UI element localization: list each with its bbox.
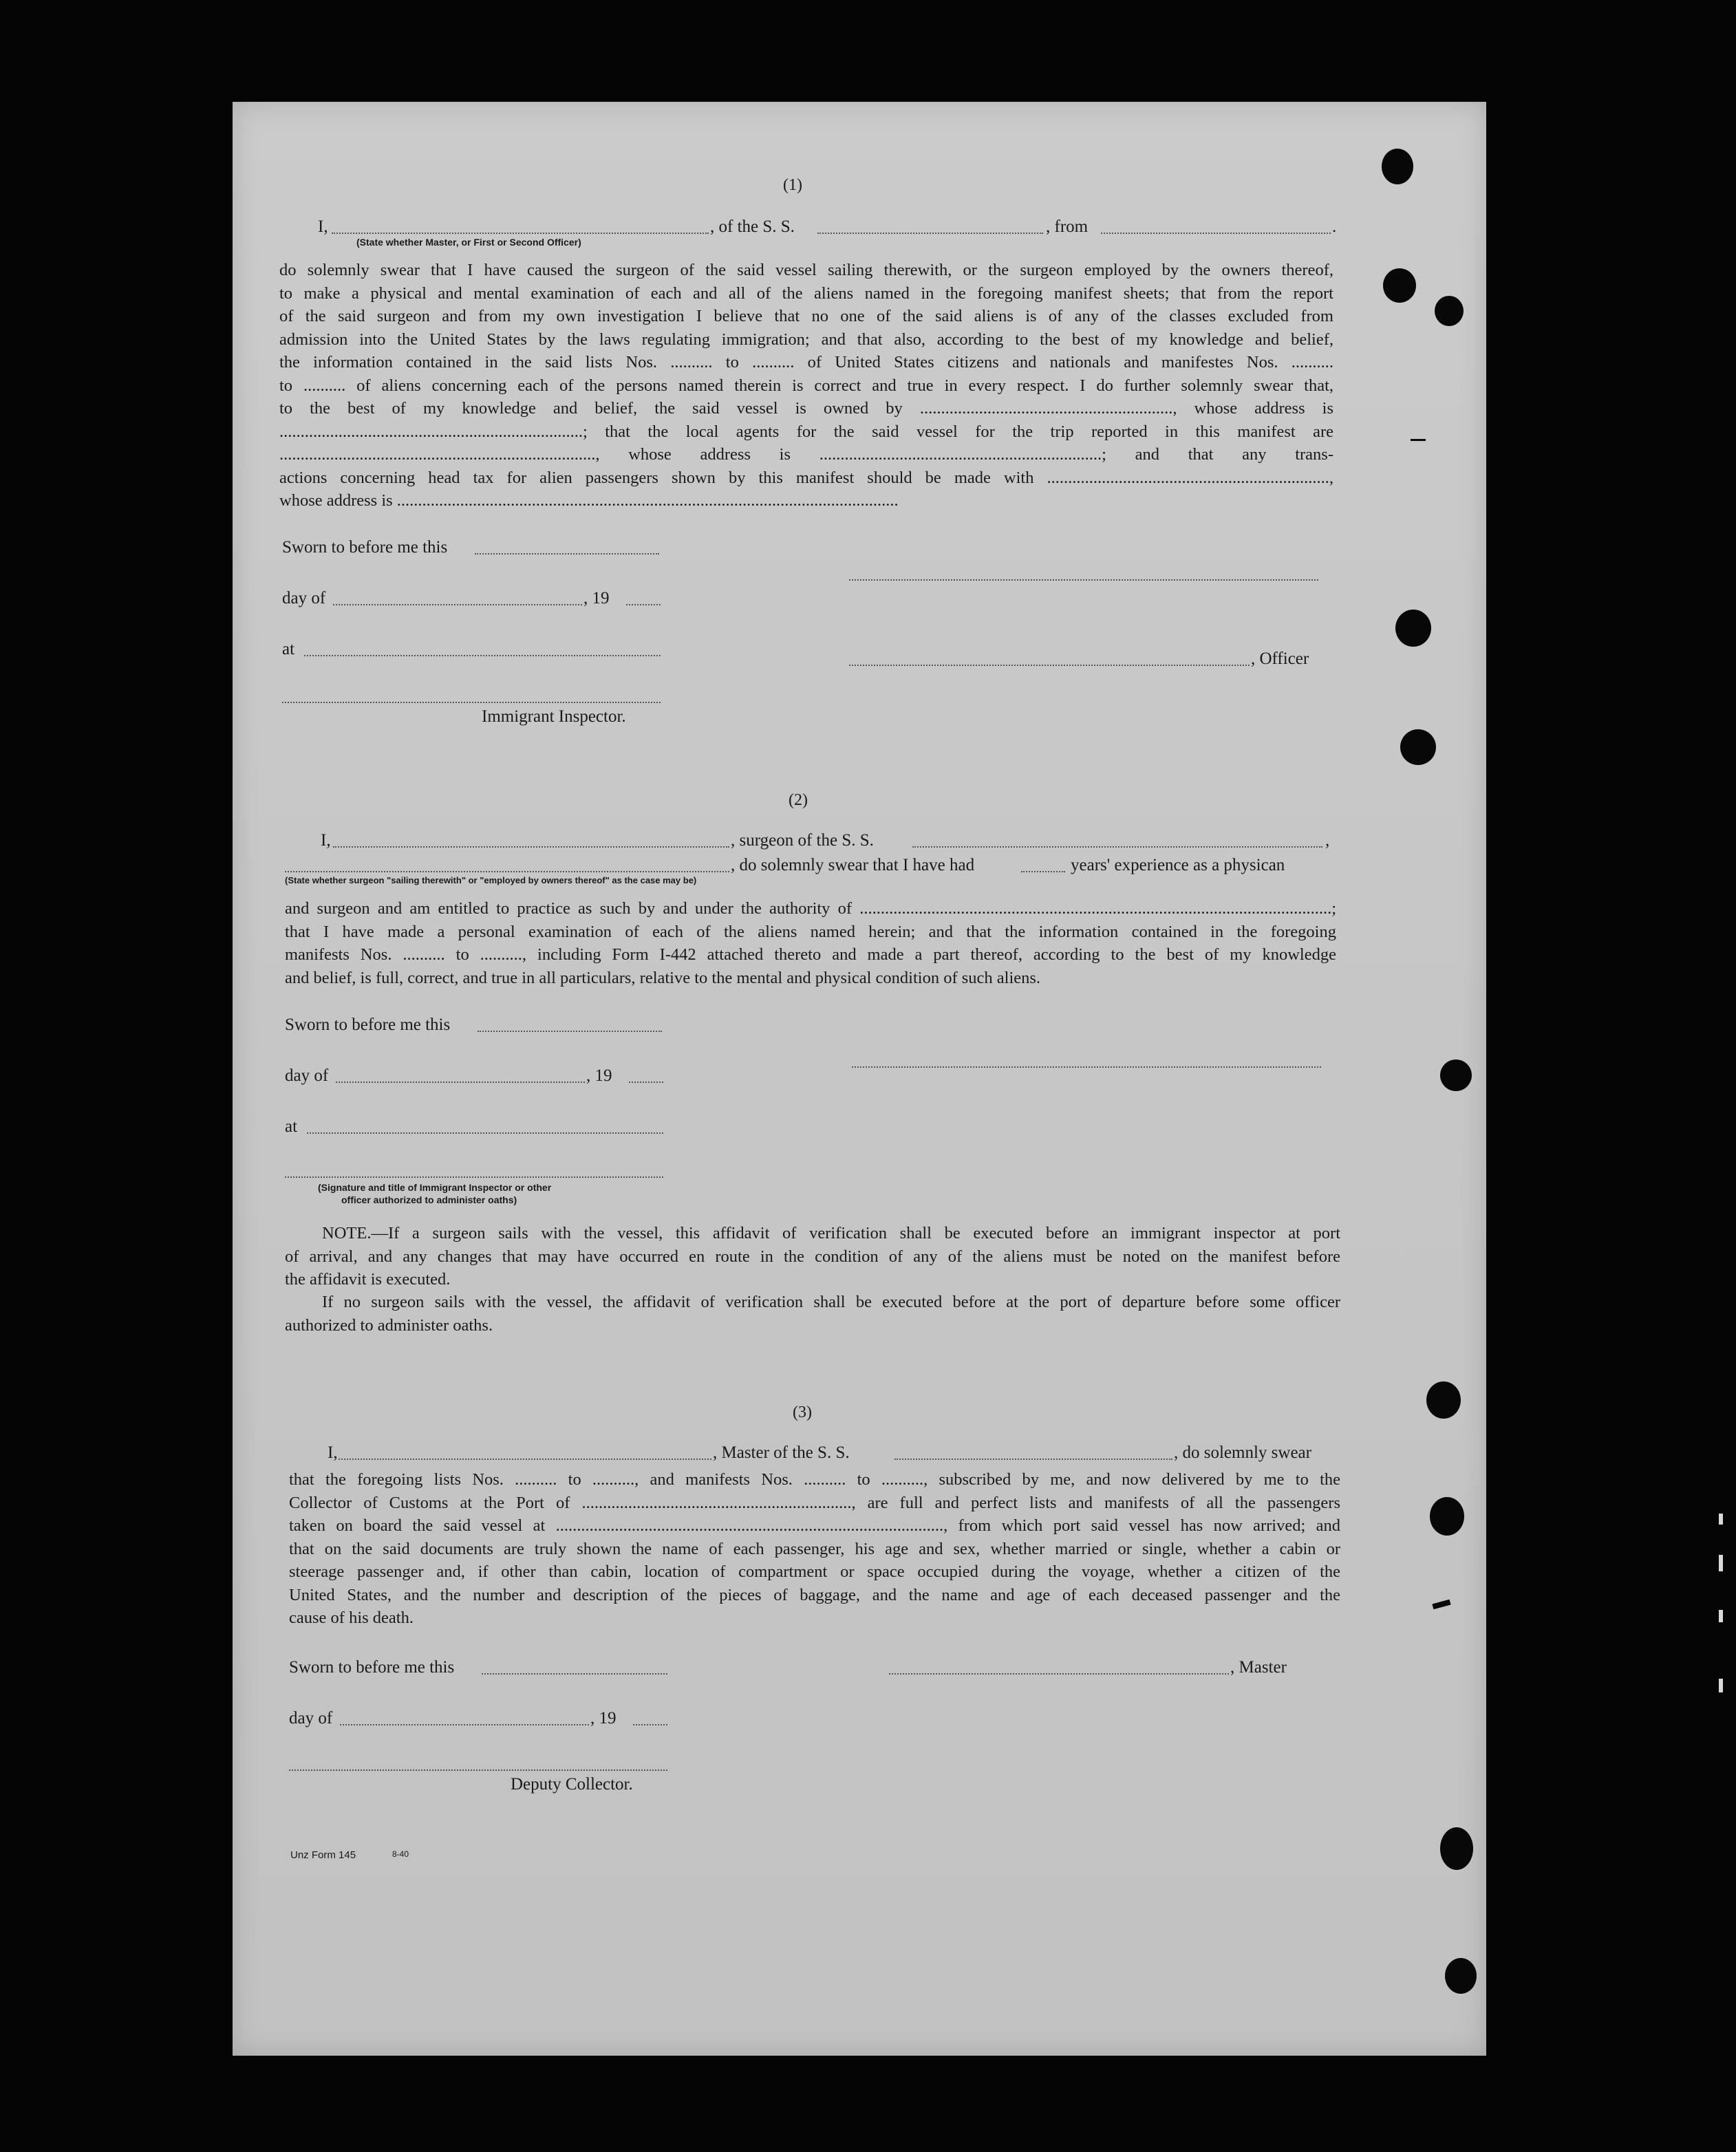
punch-hole (1395, 610, 1431, 647)
s1-para-line: of the said surgeon and from my own investigation I believe that no one of the said aliens is of any of the classes excluded from (279, 307, 1333, 325)
punch-hole (1426, 1381, 1461, 1419)
punch-hole (1445, 1958, 1477, 1994)
section-3-number: (3) (793, 1403, 812, 1421)
s2-year-blank (629, 1082, 663, 1083)
s2-surgeon-blank (333, 846, 729, 848)
s1-at-blank (304, 655, 661, 656)
section-1-number: (1) (783, 176, 802, 194)
s1-day-blank (333, 604, 582, 605)
s3-sworn-label: Sworn to before me this (289, 1658, 455, 1677)
s1-at-label: at (282, 640, 295, 658)
s2-para-line: and belief, is full, correct, and true in all particulars, relative to the mental and physical condition of such aliens. (285, 968, 1041, 987)
s1-day-of-label: day of (282, 589, 326, 607)
s3-para-line: taken on board the said vessel at ............................................................................................, from which port said vessel has now arrived; and (289, 1516, 1340, 1535)
s1-para-line: the information contained in the said lists Nos. .......... to .......... of United States citizens and nationals and manifestes Nos. .......... (279, 353, 1333, 372)
form-revision: 8-40 (392, 1849, 409, 1859)
s2-note-paragraph-2 (285, 1291, 1340, 1337)
s1-inspector-blank (282, 702, 661, 703)
s1-para-line: to the best of my knowledge and belief, the said vessel is owned by ............................................................, whose address is (279, 399, 1333, 418)
ink-mark (1432, 1600, 1450, 1609)
s2-note-line: authorized to administer oaths. (285, 1315, 493, 1335)
s3-para-line: Collector of Customs at the Port of ................................................................, are full and perfect lists and manifests of all the passengers (289, 1493, 1340, 1512)
s2-line-end: , (1325, 831, 1330, 850)
s2-vessel-blank (912, 846, 1322, 848)
s3-para-line: cause of his death. (289, 1608, 414, 1627)
section-2-number: (2) (789, 791, 808, 809)
s1-of-ss-label: , of the S. S. (710, 217, 795, 236)
punch-hole (1382, 149, 1413, 184)
s1-line-end: . (1332, 217, 1337, 236)
s3-vessel-blank (894, 1459, 1172, 1460)
s2-sworn-label: Sworn to before me this (285, 1015, 451, 1034)
s2-inspector-blank (285, 1176, 663, 1178)
s1-i-label: I, (318, 217, 328, 236)
s1-signature-blank (849, 579, 1318, 581)
s2-status-blank (285, 871, 729, 872)
s2-at-blank (307, 1132, 663, 1134)
s3-paragraph (289, 1468, 1340, 1630)
s2-note-line: the affidavit is executed. (285, 1270, 451, 1289)
s2-sworn-blank (478, 1031, 662, 1032)
form-id: Unz Form 145 (290, 1849, 356, 1861)
ink-mark (1411, 439, 1426, 441)
s1-para-line: actions concerning head tax for alien passengers shown by this manifest should be made with ..................................................................., (279, 468, 1333, 487)
s2-para-line: that I have made a personal examination of each of the aliens named herein; and that the information contained in the foregoing (285, 922, 1336, 941)
s3-collector-blank (289, 1769, 667, 1771)
s2-note-line: If no surgeon sails with the vessel, the affidavit of verification shall be executed before at the port of departure before some officer (322, 1293, 1340, 1311)
s1-officer-sign-blank (849, 665, 1250, 666)
punch-hole (1440, 1059, 1472, 1091)
s2-signature-blank (852, 1066, 1321, 1068)
s3-i-label: I, (328, 1443, 338, 1462)
s2-paragraph (285, 897, 1336, 989)
s3-para-line: steerage passenger and, if other than cabin, location of compartment or space occupied during the voyage, whether a citizen of the (289, 1562, 1340, 1581)
s3-para-line: that on the said documents are truly shown the name of each passenger, his age and sex, whether married or single, whether a cabin or (289, 1539, 1340, 1558)
s2-swear-label: , do solemnly swear that I have had (731, 856, 975, 874)
s2-note-line: NOTE.—If a surgeon sails with the vessel, this affidavit of verification shall be executed before an immigrant inspector at port (322, 1224, 1340, 1242)
s3-master-blank (339, 1459, 711, 1460)
s2-para-line: manifests Nos. .......... to .........., including Form I-442 attached thereto and made a part thereof, according to the best of my knowledge (285, 945, 1336, 964)
punch-hole (1400, 729, 1436, 765)
s2-signature-note-2: officer authorized to administer oaths) (341, 1194, 517, 1205)
film-edge-mark (1719, 1610, 1723, 1622)
s2-surgeon-note: (State whether surgeon "sailing therewith" or "employed by owners thereof" as the case may be) (285, 875, 697, 885)
s2-day-blank (336, 1082, 585, 1083)
s3-master-sign-blank (889, 1673, 1229, 1675)
s1-para-line: to .......... of aliens concerning each of the persons named therein is correct and true in every respect. I do further solemnly swear that, (279, 376, 1333, 395)
s3-master-sig-label: , Master (1230, 1658, 1287, 1677)
s1-officer-note: (State whether Master, or First or Second Officer) (356, 237, 581, 248)
punch-hole (1435, 296, 1464, 326)
film-edge-mark (1719, 1679, 1723, 1692)
s3-para-line: United States, and the number and description of the pieces of baggage, and the name and age of each deceased passenger and the (289, 1585, 1340, 1604)
s2-years-label: years' experience as a physican (1071, 856, 1285, 874)
s1-from-label: , from (1046, 217, 1089, 236)
s3-day-of-label: day of (289, 1709, 333, 1728)
s2-signature-note-1: (Signature and title of Immigrant Inspector or other (318, 1182, 552, 1193)
s1-sworn-blank (475, 553, 659, 555)
s3-para-line: that the foregoing lists Nos. .......... to .........., and manifests Nos. .......... to .........., subscribed by me, and now delivered by me to the (289, 1470, 1340, 1489)
form-sheet (233, 102, 1486, 2056)
s1-para-line: admission into the United States by the laws regulating immigration; and that also, according to the best of my knowledge and belief, (279, 330, 1333, 349)
s1-year-blank (626, 604, 661, 605)
s1-para-line: whose address is ....................................................................................................................... (279, 491, 899, 510)
punch-hole (1440, 1827, 1473, 1870)
punch-hole (1430, 1497, 1464, 1536)
s2-note-line: of arrival, and any changes that may have occurred en route in the condition of any of the aliens must be noted on the manifest before (285, 1247, 1340, 1266)
s1-from-blank (1101, 233, 1331, 234)
s1-para-line: to make a physical and mental examination of each and all of the aliens named in the foregoing manifest sheets; that from the report (279, 283, 1333, 303)
s1-sworn-label: Sworn to before me this (282, 538, 448, 557)
s1-paragraph (279, 259, 1333, 513)
film-edge-mark (1719, 1555, 1723, 1571)
s3-year-blank (633, 1724, 667, 1725)
s1-para-line: ..........................................................................., whose address is ...................................................................; and that any trans- (279, 445, 1333, 464)
s3-master-label: , Master of the S. S. (713, 1443, 850, 1462)
s1-vessel-blank (817, 233, 1043, 234)
s2-year-label: , 19 (586, 1066, 612, 1085)
s2-years-blank (1021, 871, 1065, 872)
s2-note-paragraph (285, 1222, 1340, 1291)
s2-day-of-label: day of (285, 1066, 329, 1085)
s3-collector-label: Deputy Collector. (511, 1775, 633, 1794)
s1-para-line: ........................................................................; that the local agents for the said vessel for the trip reported in this manifest are (279, 422, 1333, 441)
film-edge-mark (1719, 1514, 1723, 1525)
s3-sworn-blank (482, 1673, 667, 1675)
punch-hole (1383, 268, 1416, 303)
s2-surgeon-label: , surgeon of the S. S. (731, 831, 874, 850)
s2-i-label: I, (321, 831, 331, 850)
s3-swear-label: , do solemnly swear (1174, 1443, 1311, 1462)
s1-para-line: do solemnly swear that I have caused the surgeon of the said vessel sailing therewith, or the surgeon employed by the owners thereof, (279, 261, 1333, 279)
s1-year-label: , 19 (583, 589, 610, 607)
s1-officer-label: , Officer (1251, 649, 1309, 668)
s1-officer-blank (332, 233, 709, 234)
s1-inspector-label: Immigrant Inspector. (482, 707, 626, 726)
s3-day-blank (340, 1724, 589, 1725)
s2-para-line: and surgeon and am entitled to practice as such by and under the authority of ................................................................................................................; (285, 899, 1336, 918)
s3-year-label: , 19 (590, 1709, 617, 1728)
s2-at-label: at (285, 1117, 298, 1136)
